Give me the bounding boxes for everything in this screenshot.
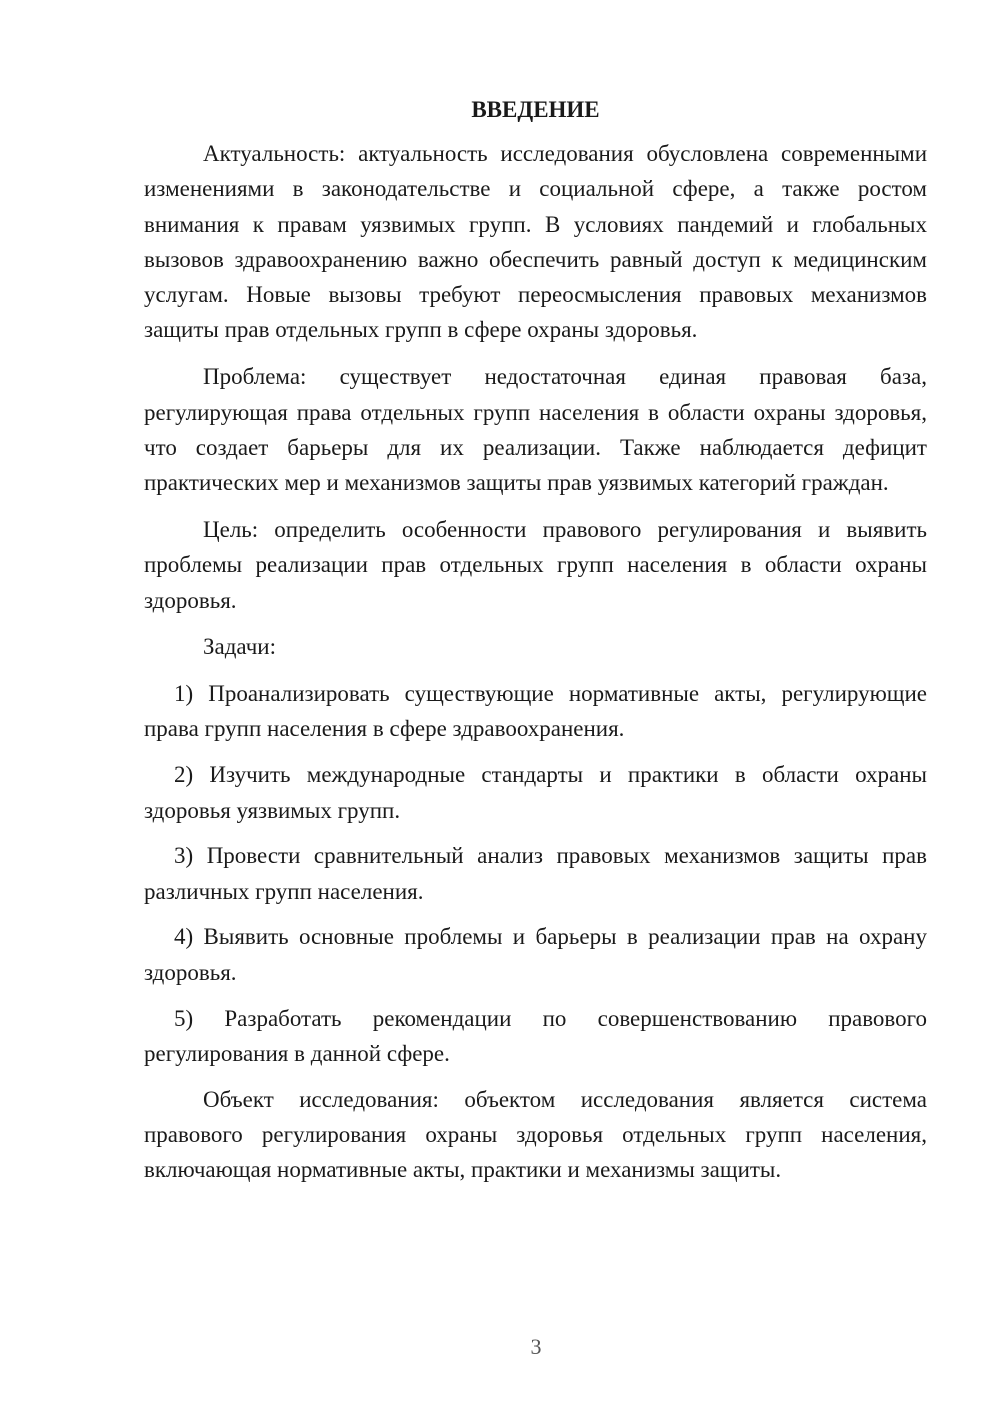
- task-item: 4) Выявить основные проблемы и барьеры в реализации прав на охрану здоровья.: [144, 924, 927, 985]
- task-item: 5) Разработать рекомендации по совершенствованию правового регулирования в данной сфере.: [144, 1005, 927, 1066]
- tasks-list: [144, 676, 927, 1071]
- task-item: 2) Изучить международные стандарты и практики в области охраны здоровья уязвимых групп.: [144, 762, 927, 823]
- task-item: 3) Провести сравнительный анализ правовых механизмов защиты прав различных групп населения.: [144, 843, 927, 904]
- page-number: 3: [530, 1334, 542, 1359]
- object-paragraph: Объект исследования: объектом исследования является система правового регулирования охраны здоровья отдельных групп населения, включающая нормативные акты, практики и механизмы защиты.: [144, 1086, 927, 1183]
- task-item: 1) Проанализировать существующие нормативные акты, регулирующие права групп населения в сфере здравоохранения.: [144, 681, 927, 742]
- relevance-paragraph: Актуальность: актуальность исследования обусловлена современными изменениями в законодательстве и социальной сфере, а также ростом внимания к правам уязвимых групп. В условиях пандемий и глобальных вызовов здравоохранению важно обеспечить равный доступ к медицинским услугам. Новые вызовы требуют переосмысления правовых механизмов защиты прав отдельных групп в сфере охраны здоровья.: [144, 141, 927, 343]
- document-body: [144, 92, 927, 1199]
- goal-paragraph: Цель: определить особенности правового регулирования и выявить проблемы реализации прав отдельных групп населения в области охраны здоровья.: [144, 516, 927, 613]
- section-title: ВВЕДЕНИЕ: [471, 97, 600, 122]
- tasks-label: Задачи:: [203, 634, 276, 660]
- problem-paragraph: Проблема: существует недостаточная единая правовая база, регулирующая права отдельных групп населения в области охраны здоровья, что создает барьеры для их реализации. Также наблюдается дефицит практических мер и механизмов защиты прав уязвимых категорий граждан.: [144, 364, 927, 496]
